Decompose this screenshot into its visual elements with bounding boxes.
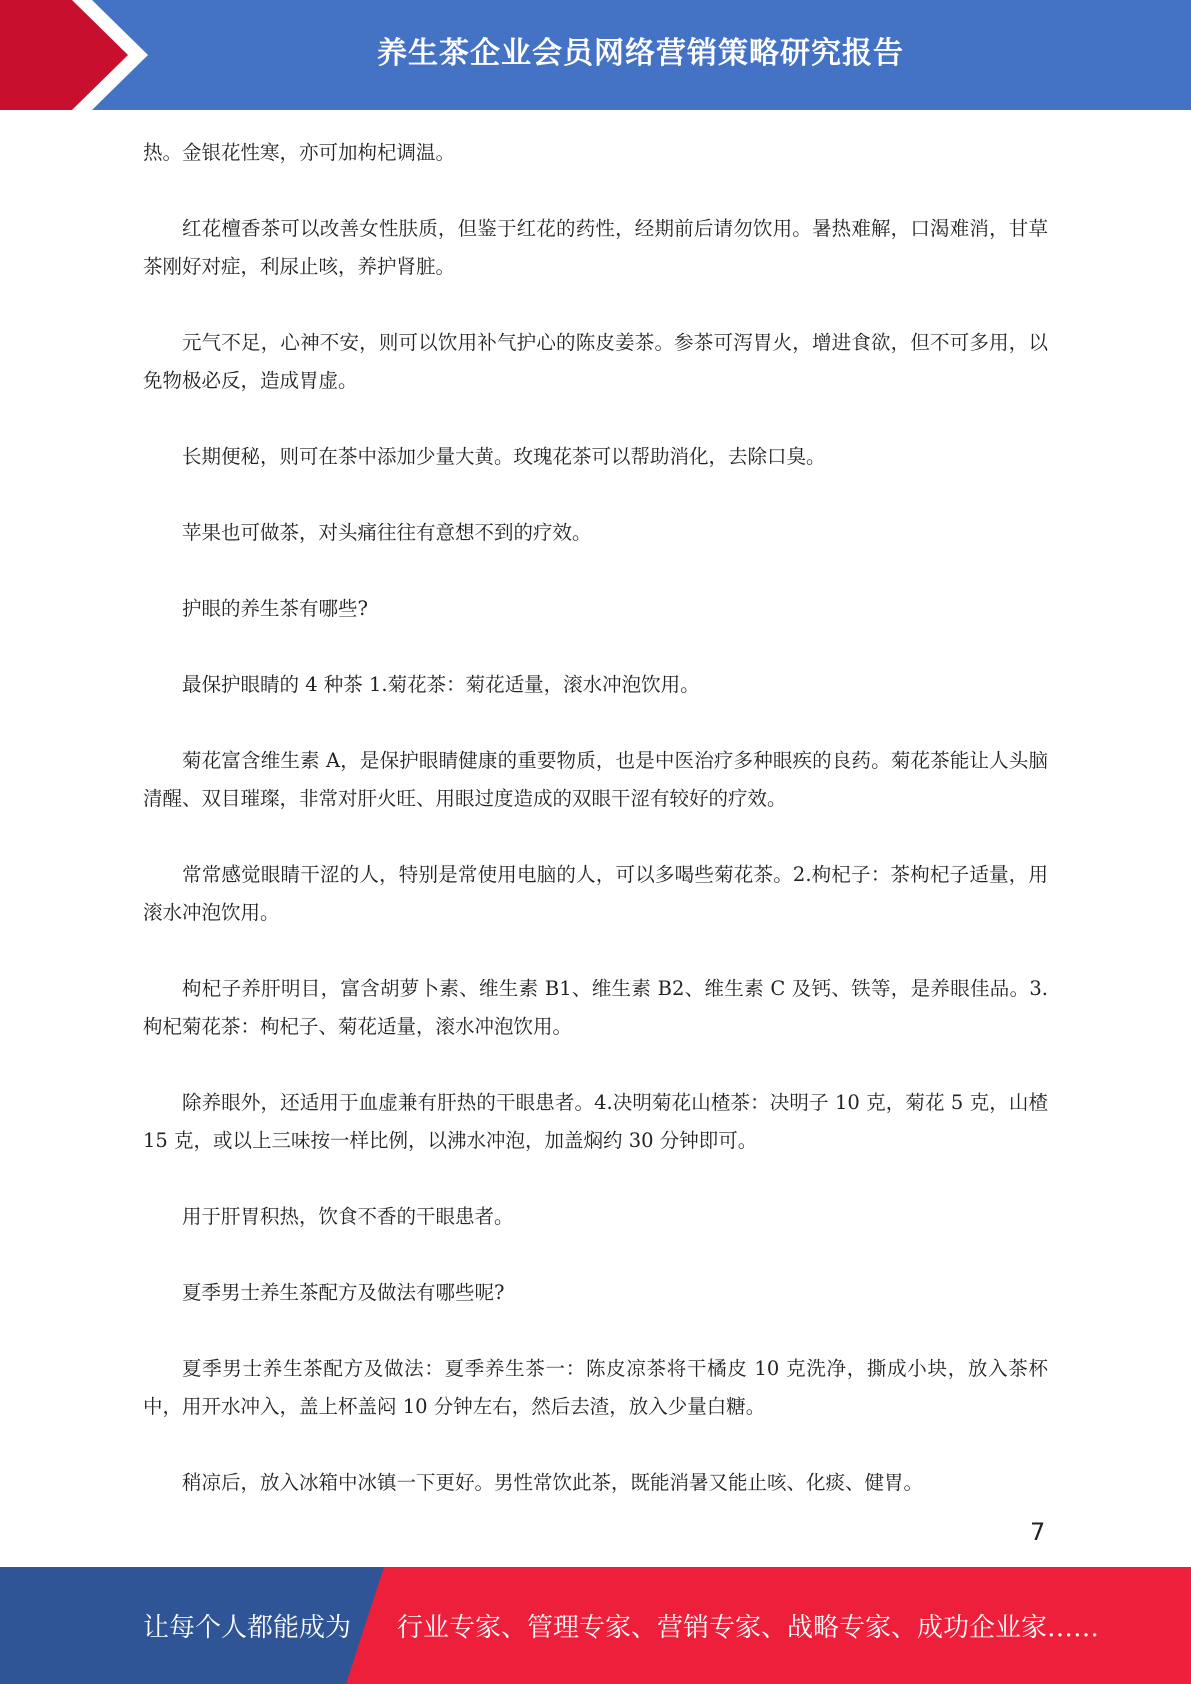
paragraph: 用于肝胃积热，饮食不香的干眼患者。 (182, 1205, 514, 1228)
paragraph: 常常感觉眼睛干涩的人，特别是常使用电脑的人，可以多喝些菊花茶。2.枸杞子：茶枸杞子适量，用滚水冲泡饮用。 (143, 863, 1048, 924)
section-question: 夏季男士养生茶配方及做法有哪些呢? (182, 1281, 505, 1304)
paragraph: 除养眼外，还适用于血虚兼有肝热的干眼患者。4.决明菊花山楂茶：决明子 10 克，菊花 5 克，山楂 15 克，或以上三味按一样比例，以沸水冲泡，加盖焖约 30 分钟即可。 (143, 1091, 1048, 1152)
paragraph: 夏季男士养生茶配方及做法：夏季养生茶一：陈皮凉茶将干橘皮 10 克洗净，撕成小块，放入茶杯中，用开水冲入，盖上杯盖闷 10 分钟左右，然后去渣，放入少量白糖。 (143, 1357, 1048, 1418)
paragraph: 红花檀香茶可以改善女性肤质，但鉴于红花的药性，经期前后请勿饮用。暑热难解，口渴难消，甘草茶刚好对症，利尿止咳，养护肾脏。 (143, 217, 1048, 278)
page-footer (0, 1567, 1191, 1684)
paragraph: 长期便秘，则可在茶中添加少量大黄。玫瑰花茶可以帮助消化，去除口臭。 (182, 445, 826, 468)
paragraph: 苹果也可做茶，对头痛往往有意想不到的疗效。 (182, 521, 592, 544)
page-header (0, 0, 1191, 110)
paragraph: 菊花富含维生素 A，是保护眼睛健康的重要物质，也是中医治疗多种眼疾的良药。菊花茶能让人头脑清醒、双目璀璨，非常对肝火旺、用眼过度造成的双眼干涩有较好的疗效。 (143, 749, 1048, 810)
section-question: 护眼的养生茶有哪些? (182, 597, 368, 620)
paragraph: 热。金银花性寒，亦可加枸杞调温。 (143, 141, 456, 164)
paragraph: 最保护眼睛的 4 种茶 1.菊花茶：菊花适量，滚水冲泡饮用。 (182, 673, 700, 696)
document-title: 养生茶企业会员网络营销策略研究报告 (377, 36, 904, 71)
page-number: 7 (1030, 1518, 1046, 1546)
paragraph: 枸杞子养肝明目，富含胡萝卜素、维生素 B1、维生素 B2、维生素 C 及钙、铁等，是养眼佳品。3.枸杞菊花茶：枸杞子、菊花适量，滚水冲泡饮用。 (143, 977, 1048, 1038)
footer-slogan-left: 让每个人都能成为 (143, 1613, 352, 1643)
document-body (143, 134, 1048, 1540)
paragraph: 稍凉后，放入冰箱中冰镇一下更好。男性常饮此茶，既能消暑又能止咳、化痰、健胃。 (182, 1471, 924, 1494)
footer-slogan-right: 行业专家、管理专家、营销专家、战略专家、成功企业家…… (397, 1613, 1100, 1643)
paragraph: 元气不足，心神不安，则可以饮用补气护心的陈皮姜茶。参茶可泻胃火，增进食欲，但不可多用，以免物极必反，造成胃虚。 (143, 331, 1048, 392)
